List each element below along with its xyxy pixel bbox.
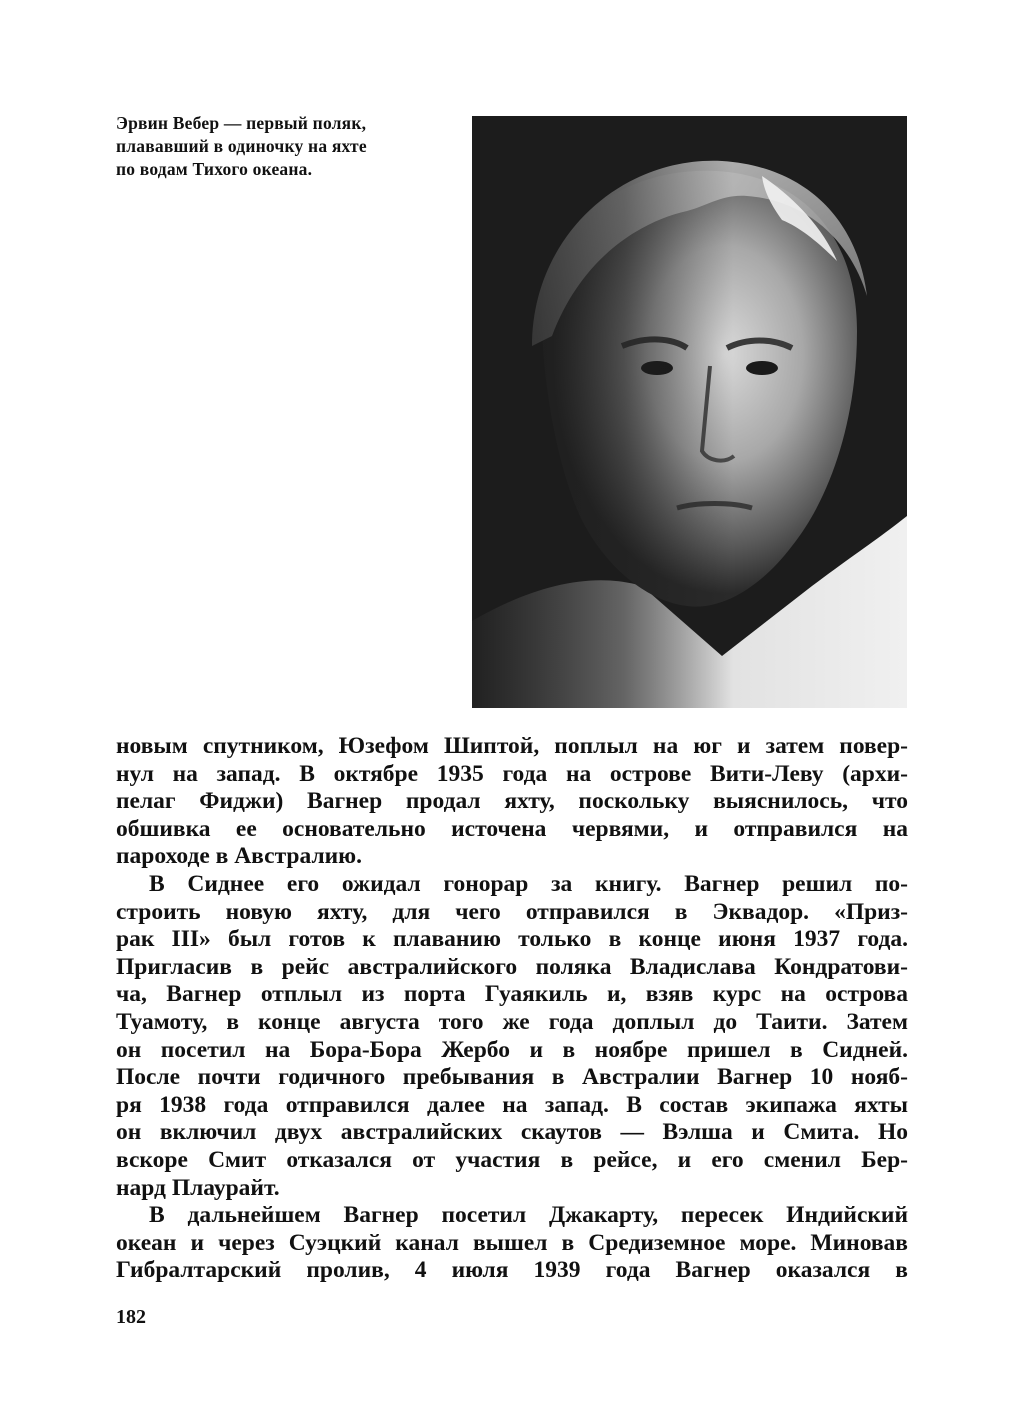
text-line: вскоре Смит отказался от участия в рейсе, и его сменил Бер- bbox=[116, 1146, 908, 1173]
text-line: обшивка ее основательно источена червями, и отправился на bbox=[116, 815, 908, 842]
paragraph bbox=[116, 733, 908, 871]
text-line: ча, Вагнер отплыл из порта Гуаякиль и, взяв курс на острова bbox=[116, 981, 908, 1008]
text-line: он включил двух австралийских скаутов — Вэлша и Смита. Но bbox=[116, 1119, 908, 1146]
text-line: В дальнейшем Вагнер посетил Джакарту, пересек Индийский bbox=[149, 1202, 908, 1229]
caption-line: Эрвин Вебер — первый поляк, bbox=[116, 113, 367, 133]
portrait-photo-icon bbox=[472, 116, 907, 708]
text-line: Гибралтарский пролив, 4 июля 1939 года Вагнер оказался в bbox=[116, 1257, 908, 1284]
text-line: После почти годичного пребывания в Австралии Вагнер 10 нояб- bbox=[116, 1064, 908, 1091]
text-line: пелаг Фиджи) Вагнер продал яхту, поскольку выяснилось, что bbox=[116, 788, 908, 815]
text-line: нард Плаурайт. bbox=[116, 1174, 280, 1201]
photo-caption bbox=[116, 112, 456, 181]
page-number: 182 bbox=[116, 1306, 146, 1328]
text-line: пароходе в Австралию. bbox=[116, 843, 363, 870]
paragraph bbox=[116, 1202, 908, 1285]
caption-line: плававший в одиночку на яхте bbox=[116, 136, 367, 156]
paragraph bbox=[116, 871, 908, 1202]
caption-line: по водам Тихого океана. bbox=[116, 159, 313, 179]
text-line: Пригласив в рейс австралийского поляка Владислава Кондратови- bbox=[116, 953, 908, 980]
text-line: новым спутником, Юзефом Шиптой, поплыл на юг и затем повер- bbox=[116, 733, 908, 759]
text-line: В Сиднее его ожидал гонорар за книгу. Вагнер решил по- bbox=[149, 870, 908, 897]
text-line: ря 1938 года отправился далее на запад. В состав экипажа яхты bbox=[116, 1091, 908, 1118]
text-line: Туамоту, в конце августа того же года доплыл до Таити. Затем bbox=[116, 1008, 908, 1035]
body-text bbox=[116, 733, 908, 1285]
text-line: рак III» был готов к плаванию только в конце июня 1937 года. bbox=[116, 926, 908, 953]
text-line: океан и через Суэцкий канал вышел в Средиземное море. Миновав bbox=[116, 1229, 908, 1256]
portrait-photo bbox=[472, 116, 907, 708]
text-line: строить новую яхту, для чего отправился в Эквадор. «Приз- bbox=[116, 898, 908, 925]
text-line: нул на запад. В октябре 1935 года на острове Вити-Леву (архи- bbox=[116, 760, 908, 787]
text-line: он посетил на Бора-Бора Жербо и в ноябре пришел в Сидней. bbox=[116, 1036, 908, 1063]
